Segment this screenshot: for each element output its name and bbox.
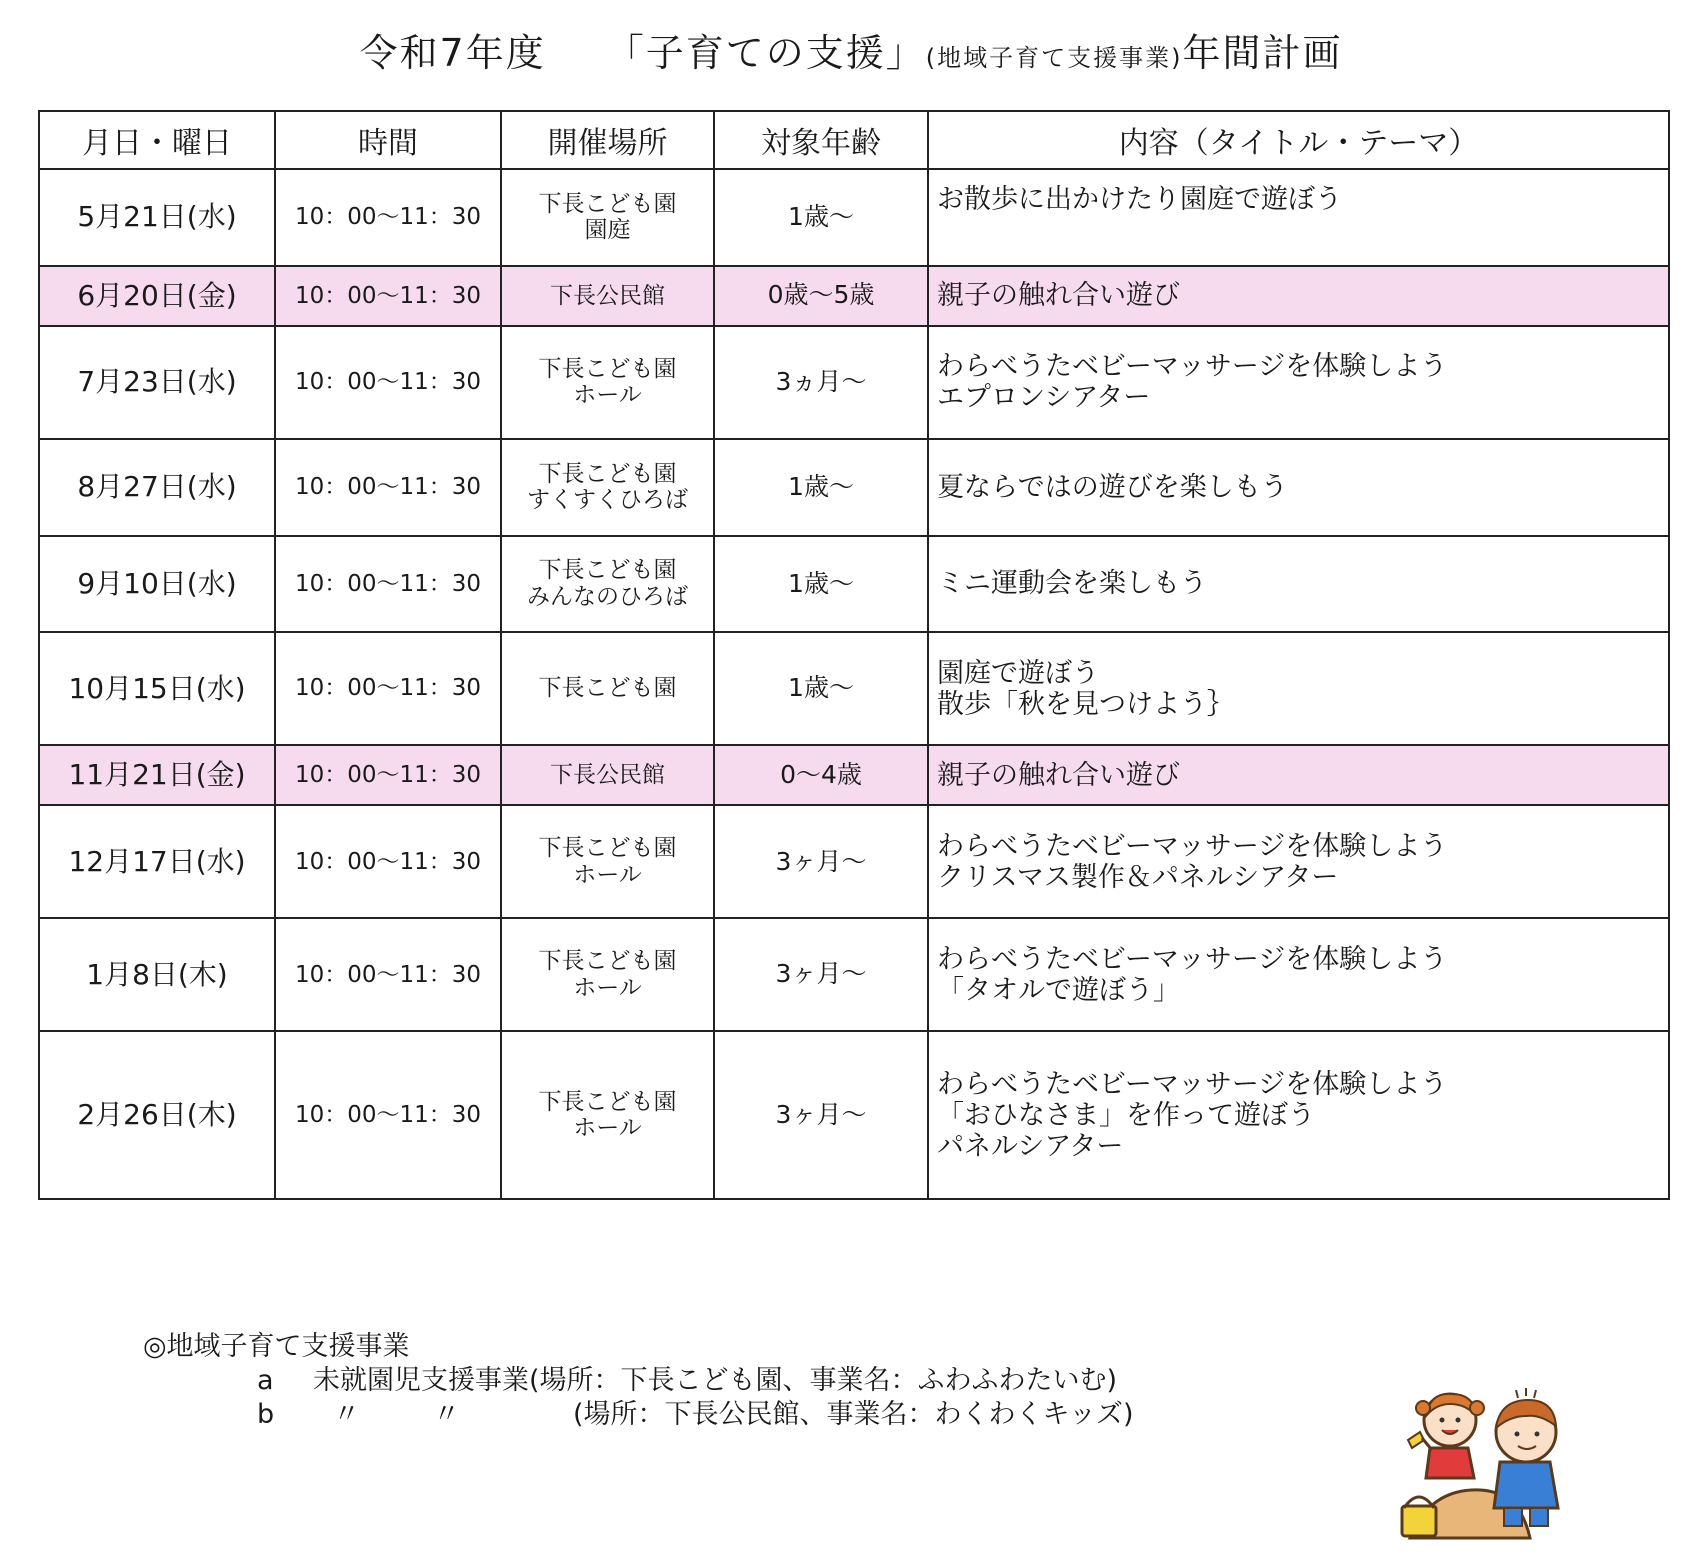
place-line: 下長こども園 xyxy=(538,557,677,584)
content-cell xyxy=(928,918,1669,1031)
time-text: 10：00～11：30 xyxy=(294,848,482,875)
content-line: クリスマス製作＆パネルシアター xyxy=(937,861,1339,893)
place-cell xyxy=(501,536,714,633)
place-line: 園庭 xyxy=(584,217,631,244)
note-b-ditto-2: 〃 xyxy=(433,1399,460,1430)
date-cell xyxy=(39,632,275,745)
time-text: 10：00～11：30 xyxy=(294,762,482,789)
place-line: ホール xyxy=(573,861,642,888)
content-line: 親子の触れ合い遊び xyxy=(937,280,1180,312)
content-cell xyxy=(928,266,1669,326)
date-cell xyxy=(39,536,275,633)
place-line: 下長公民館 xyxy=(550,762,665,789)
table-row xyxy=(39,536,1669,633)
date-cell xyxy=(39,745,275,805)
notes-heading: ◎地域子育て支援事業 xyxy=(143,1331,410,1362)
age-cell xyxy=(714,805,928,918)
header-time: 時間 xyxy=(275,111,501,169)
note-b-ditto-1: 〃 xyxy=(333,1399,360,1430)
time-text: 10：00～11：30 xyxy=(294,204,482,231)
age-cell xyxy=(714,918,928,1031)
content-cell xyxy=(928,169,1669,266)
date-text: 8月27日(水) xyxy=(77,470,237,504)
place-line: 下長こども園 xyxy=(538,355,677,382)
content-line: わらべうたベビーマッサージを体験しよう xyxy=(937,830,1448,862)
title-year: 令和7年度 xyxy=(359,31,546,75)
time-cell xyxy=(275,326,501,439)
age-text: 3ヶ月～ xyxy=(775,846,867,876)
age-text: 3ヶ月～ xyxy=(775,959,867,989)
table-row xyxy=(39,266,1669,326)
age-text: 3ヶ月～ xyxy=(775,1099,867,1129)
age-cell xyxy=(714,439,928,536)
date-text: 2月26日(木) xyxy=(77,1098,237,1132)
date-cell xyxy=(39,918,275,1031)
content-cell xyxy=(928,1031,1669,1199)
content-line: ミニ運動会を楽しもう xyxy=(937,568,1207,600)
time-cell xyxy=(275,1031,501,1199)
age-cell xyxy=(714,266,928,326)
age-text: 0～4歳 xyxy=(780,759,862,789)
place-line: 下長こども園 xyxy=(538,675,677,702)
age-cell xyxy=(714,1031,928,1199)
place-cell xyxy=(501,266,714,326)
document-title xyxy=(0,22,1702,77)
title-sub: (地域子育て支援事業) xyxy=(925,44,1183,72)
age-cell xyxy=(714,632,928,745)
content-line: 園庭で遊ぼう xyxy=(937,657,1099,689)
table-row xyxy=(39,1031,1669,1199)
time-text: 10：00～11：30 xyxy=(294,282,482,309)
age-text: 1歳～ xyxy=(788,201,854,231)
age-text: 1歳～ xyxy=(788,471,854,501)
notes-section xyxy=(143,1330,1134,1432)
time-text: 10：00～11：30 xyxy=(294,675,482,702)
age-text: 0歳～5歳 xyxy=(767,280,875,310)
place-line: 下長公民館 xyxy=(550,282,665,309)
place-cell xyxy=(501,169,714,266)
content-cell xyxy=(928,632,1669,745)
age-cell xyxy=(714,536,928,633)
time-text: 10：00～11：30 xyxy=(294,473,482,500)
table-row xyxy=(39,918,1669,1031)
note-b-text: (場所：下長公民館、事業名：わくわくキッズ) xyxy=(573,1399,1134,1430)
place-line: みんなのひろば xyxy=(527,583,688,610)
date-text: 9月10日(水) xyxy=(77,566,237,600)
content-cell xyxy=(928,745,1669,805)
date-cell xyxy=(39,439,275,536)
place-cell xyxy=(501,918,714,1031)
time-text: 10：00～11：30 xyxy=(294,369,482,396)
place-line: ホール xyxy=(573,974,642,1001)
content-line: お散歩に出かけたり園庭で遊ぼう xyxy=(937,184,1342,215)
header-date: 月日・曜日 xyxy=(39,111,275,169)
children-playing-illustration xyxy=(1390,1378,1590,1548)
date-cell xyxy=(39,1031,275,1199)
date-cell xyxy=(39,326,275,439)
table-row xyxy=(39,805,1669,918)
time-cell xyxy=(275,918,501,1031)
time-cell xyxy=(275,536,501,633)
table-row xyxy=(39,169,1669,266)
table-row xyxy=(39,439,1669,536)
date-text: 6月20日(金) xyxy=(77,278,237,312)
table-body xyxy=(39,169,1669,1199)
content-cell xyxy=(928,536,1669,633)
content-cell xyxy=(928,805,1669,918)
place-cell xyxy=(501,805,714,918)
place-line: すくすくひろば xyxy=(527,487,688,514)
age-cell xyxy=(714,745,928,805)
age-text: 1歳～ xyxy=(788,568,854,598)
note-b-label: b xyxy=(257,1399,275,1430)
table-row xyxy=(39,632,1669,745)
place-line: 下長こども園 xyxy=(538,460,677,487)
content-line: エプロンシアター xyxy=(937,382,1151,414)
content-line: わらべうたベビーマッサージを体験しよう xyxy=(937,1068,1448,1100)
date-text: 10月15日(水) xyxy=(68,671,246,705)
table-row xyxy=(39,745,1669,805)
content-line: 夏ならではの遊びを楽しもう xyxy=(937,471,1288,503)
content-line: 「おひなさま」を作って遊ぼう xyxy=(937,1099,1315,1131)
schedule-table xyxy=(38,110,1670,1200)
place-cell xyxy=(501,439,714,536)
time-cell xyxy=(275,266,501,326)
note-a-text: 未就園児支援事業(場所：下長こども園、事業名：ふわふわたいむ) xyxy=(313,1365,1118,1396)
date-text: 1月8日(木) xyxy=(86,957,228,991)
header-place: 開催場所 xyxy=(501,111,714,169)
note-a-label: a xyxy=(257,1365,274,1396)
time-cell xyxy=(275,805,501,918)
place-line: 下長こども園 xyxy=(538,948,677,975)
header-age: 対象年齢 xyxy=(714,111,928,169)
time-text: 10：00～11：30 xyxy=(294,1101,482,1128)
time-cell xyxy=(275,632,501,745)
content-line: わらべうたベビーマッサージを体験しよう xyxy=(937,943,1448,975)
place-line: ホール xyxy=(573,1115,642,1142)
place-line: 下長こども園 xyxy=(538,1088,677,1115)
place-cell xyxy=(501,326,714,439)
content-line: 「タオルで遊ぼう」 xyxy=(937,974,1180,1006)
date-cell xyxy=(39,169,275,266)
date-cell xyxy=(39,266,275,326)
content-line: パネルシアター xyxy=(937,1130,1124,1162)
date-text: 5月21日(水) xyxy=(77,200,237,234)
content-line: わらべうたベビーマッサージを体験しよう xyxy=(937,351,1448,383)
date-text: 12月17日(水) xyxy=(68,844,246,878)
date-text: 11月21日(金) xyxy=(68,758,246,792)
date-text: 7月23日(水) xyxy=(77,365,237,399)
header-content: 内容（タイトル・テーマ） xyxy=(928,111,1669,169)
time-text: 10：00～11：30 xyxy=(294,570,482,597)
place-line: ホール xyxy=(573,382,642,409)
title-program: 「子育ての支援」 xyxy=(605,31,926,75)
time-text: 10：00～11：30 xyxy=(294,961,482,988)
content-line: 親子の触れ合い遊び xyxy=(937,759,1180,791)
place-cell xyxy=(501,632,714,745)
content-cell xyxy=(928,439,1669,536)
content-line: 散歩「秋を見つけよう｝ xyxy=(937,688,1234,720)
date-cell xyxy=(39,805,275,918)
age-text: 1歳～ xyxy=(788,673,854,703)
time-cell xyxy=(275,439,501,536)
age-text: 3ヵ月～ xyxy=(775,367,867,397)
table-row xyxy=(39,326,1669,439)
title-suffix: 年間計画 xyxy=(1182,31,1343,75)
age-cell xyxy=(714,169,928,266)
time-cell xyxy=(275,169,501,266)
place-cell xyxy=(501,745,714,805)
table-header-row xyxy=(39,111,1669,169)
place-line: 下長こども園 xyxy=(538,190,677,217)
time-cell xyxy=(275,745,501,805)
place-line: 下長こども園 xyxy=(538,835,677,862)
place-cell xyxy=(501,1031,714,1199)
content-cell xyxy=(928,326,1669,439)
age-cell xyxy=(714,326,928,439)
